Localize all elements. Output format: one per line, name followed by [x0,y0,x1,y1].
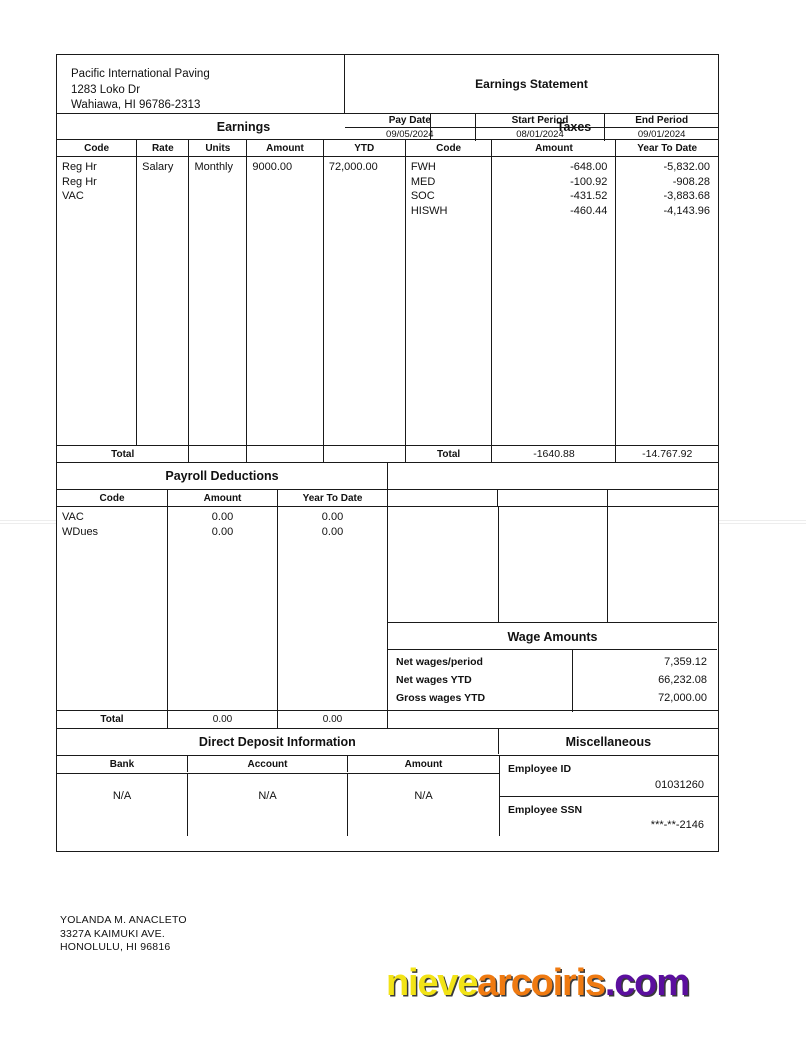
company-name: Pacific International Paving [71,68,210,80]
taxes-cell-amount: -648.00 [570,161,608,173]
earnings-rate-column [136,157,188,445]
statement-title: Earnings Statement [345,55,718,114]
direct-deposit-table [57,756,499,836]
company-street: 1283 Loko Dr [71,83,141,96]
start-period-header: Start Period [475,114,605,128]
taxes-cell-code: FWH [410,161,436,173]
deductions-cell-code: VAC [62,511,84,523]
middle-grid-cell [498,507,608,622]
wage-value: 72,000.00 [658,692,707,704]
earnings-header-code: Code [84,142,110,154]
direct-deposit-title: Direct Deposit Information [198,734,356,749]
direct-deposit-header-amount: Amount [347,756,499,772]
middle-empty-grid [388,507,717,623]
earnings-taxes-total-row [57,446,718,463]
earnings-ytd-column [323,157,405,445]
taxes-cell-amount: -100.92 [570,175,608,188]
earnings-header-ytd: YTD [323,140,405,156]
end-period-header: End Period [604,114,718,128]
taxes-header-code: Code [405,140,492,156]
direct-deposit-cell-account: N/A [187,774,347,836]
wage-label: Net wages/period [396,656,483,668]
taxes-header-ytd: Year To Date [615,140,718,156]
earnings-total-label: Total [111,448,135,460]
deductions-ytd-column [277,507,387,710]
deductions-cell-ytd: 0.00 [321,511,344,523]
taxes-cell-ytd: -5,832.00 [663,161,710,173]
earnings-taxes-title-row [57,114,718,140]
wage-value: 7,359.12 [664,656,707,668]
taxes-cell-ytd: -3,883.68 [663,190,710,202]
earnings-units-column [188,157,246,445]
direct-deposit-cell-amount: N/A [347,774,499,836]
pay-date-header: Pay Date [345,114,475,128]
middle-grid-cell [607,490,717,506]
deductions-total-spacer [387,711,717,728]
taxes-code-column [405,157,492,445]
nievearcoiris-watermark [386,962,689,1005]
bottom-title-row [57,729,718,756]
earnings-code-column [57,157,136,445]
deductions-cell-code: WDues [62,525,99,538]
employee-id-label: Employee ID [508,763,572,775]
earnings-header-units: Units [188,140,246,156]
employee-id-field [500,756,718,797]
payroll-deductions-title-row [57,463,718,490]
deductions-cell-ytd: 0.00 [321,525,344,538]
direct-deposit-row [57,774,499,836]
earnings-cell-rate: Salary [142,161,174,173]
earnings-section-title: Earnings [216,119,271,134]
middle-grid-cell [387,490,497,506]
payroll-deductions-title: Payroll Deductions [165,468,279,483]
wage-value: 66,232.08 [658,674,707,686]
start-period-value: 08/01/2024 [475,128,605,141]
wage-label: Net wages YTD [396,674,472,686]
wage-amounts-title: Wage Amounts [507,630,598,644]
deductions-amount-column [167,507,277,710]
employee-name: YOLANDA M. ANACLETO [60,914,187,926]
earnings-total-amount [246,446,322,462]
taxes-total-ytd: -14.767.92 [615,446,718,462]
watermark-part-arcoiris: arcoiris [477,962,605,1004]
employee-ssn-value: ***-**-2146 [650,819,704,831]
earnings-cell-amount: 9000.00 [252,161,293,173]
direct-deposit-header-row [57,756,499,774]
taxes-header-amount: Amount [491,140,615,156]
employee-ssn-label: Employee SSN [508,803,583,816]
direct-deposit-cell-bank: N/A [112,790,132,802]
deductions-total-row [57,710,718,729]
wage-amounts-title-row [388,623,717,650]
end-period-value: 09/01/2024 [604,128,718,141]
miscellaneous-panel [499,756,718,836]
taxes-cell-code: MED [410,175,436,188]
earnings-total-ytd [323,446,405,462]
earnings-taxes-body [57,157,718,446]
taxes-cell-amount: -431.52 [570,190,608,202]
deductions-total-label: Total [100,714,124,725]
earnings-amount-column [246,157,322,445]
company-city-state-zip: Wahiawa, HI 96786-2313 [71,99,201,111]
company-address-block [57,55,344,113]
earnings-cell-code: Reg Hr [62,161,97,173]
wage-amounts-label-column [388,650,572,712]
earnings-statement-stub [56,54,719,852]
taxes-cell-ytd: -908.28 [672,175,710,188]
deductions-header-amount: Amount [167,490,277,506]
earnings-cell-code: Reg Hr [62,175,97,188]
deductions-header-code: Code [99,492,125,504]
taxes-section-title: Taxes [430,114,717,139]
deductions-header-ytd: Year To Date [277,490,387,506]
earnings-header-amount: Amount [246,140,322,156]
deductions-total-amount: 0.00 [167,711,277,728]
taxes-cell-ytd: -4,143.96 [663,204,710,217]
middle-grid-cell [388,507,498,622]
wage-amounts-value-column [572,650,717,712]
employee-id-value: 01031260 [655,778,704,791]
earnings-cell-units: Monthly [194,161,234,173]
taxes-total-label: Total [405,446,492,462]
earnings-cell-ytd: 72,000.00 [328,161,378,173]
direct-deposit-header-account: Account [187,756,347,772]
employee-address-block [60,914,187,955]
miscellaneous-title: Miscellaneous [498,729,718,754]
taxes-total-amount: -1640.88 [491,446,615,462]
employee-ssn-field [500,797,718,837]
direct-deposit-header-bank: Bank [109,758,135,770]
pay-date-value: 09/05/2024 [386,129,434,140]
watermark-part-com: .com [604,962,689,1004]
payroll-deductions-body-row [57,507,718,710]
middle-blank-panel [387,463,717,489]
earnings-taxes-column-headers [57,140,718,157]
taxes-cell-code: SOC [410,190,435,202]
middle-grid-cell [497,490,607,506]
taxes-amount-column [491,157,615,445]
deductions-cell-amount: 0.00 [211,525,234,538]
earnings-cell-code: VAC [62,190,84,202]
taxes-ytd-column [615,157,718,445]
taxes-cell-amount: -460.44 [570,204,608,217]
wage-label: Gross wages YTD [396,692,486,704]
taxes-cell-code: HISWH [410,204,448,217]
earnings-total-units [188,446,246,462]
wage-amounts-panel [387,507,717,710]
wage-amounts-body [388,650,717,712]
employee-city-state-zip: HONOLULU, HI 96816 [60,941,171,953]
watermark-part-nieve: nieve [386,962,478,1004]
middle-grid-cell [607,507,717,622]
deductions-cell-amount: 0.00 [211,511,234,523]
employee-street: 3327A KAIMUKI AVE. [60,927,165,940]
bottom-content-row [57,756,718,836]
payroll-deductions-header-row [57,490,718,507]
earnings-header-rate: Rate [136,140,188,156]
deductions-code-column [57,507,167,710]
deductions-total-ytd: 0.00 [277,711,387,728]
